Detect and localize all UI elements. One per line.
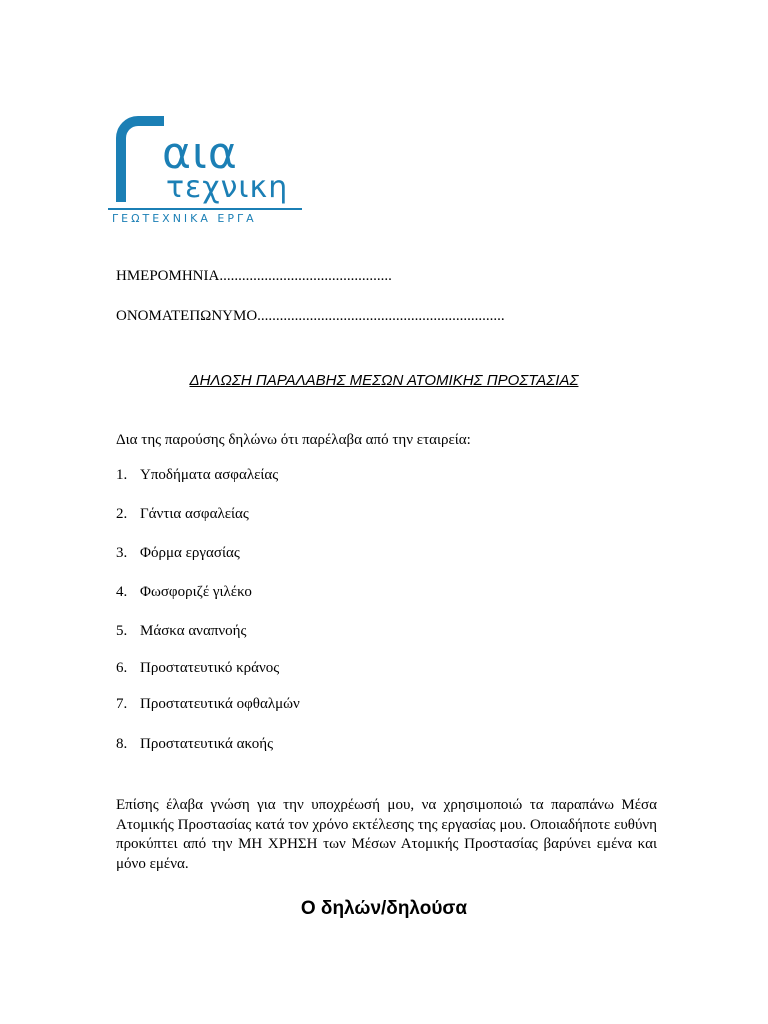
list-item [116, 505, 249, 523]
list-item-number: 2. [116, 506, 128, 522]
list-item [116, 659, 279, 677]
list-item-number: 7. [116, 696, 128, 712]
list-item [116, 466, 278, 484]
intro-text: Δια της παρούσης δηλώνω ότι παρέλαβα από την εταιρεία: [116, 432, 471, 448]
acknowledgement-paragraph: Επίσης έλαβα γνώση για την υποχρέωσή μου, να χρησιμοποιώ τα παραπάνω Μέσα Ατομικής Προστασίας κατά τον χρόνο εκτέλεσης της εργασίας μου. Οποιαδήποτε ευθύνη προκύπτει από την ΜΗ ΧΡΗΣΗ των Μέσων Ατομικής Προστασίας βαρύνει εμένα και μόνο εμένα. [116, 797, 657, 872]
list-item [116, 544, 240, 562]
list-item-text: Γάντια ασφαλείας [140, 506, 249, 522]
list-item-text: Προστατευτικά ακοής [140, 736, 274, 752]
signature-label: Ο δηλών/δηλούσα [300, 898, 468, 919]
company-logo [108, 112, 308, 230]
list-item-number: 1. [116, 467, 128, 483]
list-item-text: Φωσφοριζέ γιλέκο [140, 584, 252, 600]
logo-word-bottom: τεχνικη [166, 170, 289, 205]
list-item-number: 6. [116, 660, 128, 676]
list-item-text: Φόρμα εργασίας [140, 545, 240, 561]
list-item [116, 622, 246, 640]
list-item-text: Προστατευτικά οφθαλμών [140, 696, 300, 712]
list-item-text: Υποδήματα ασφαλείας [140, 467, 279, 483]
list-item [116, 695, 300, 713]
date-field: ΗΜΕΡΟΜΗΝΙΑ.............................................. [116, 268, 392, 284]
list-item-number: 8. [116, 736, 128, 752]
document-title: ΔΗΛΩΣΗ ΠΑΡΑΛΑΒΗΣ ΜΕΣΩΝ ΑΤΟΜΙΚΗΣ ΠΡΟΣΤΑΣΙΑΣ [189, 372, 579, 389]
list-item [116, 583, 252, 601]
list-item [116, 735, 273, 753]
list-item-number: 4. [116, 584, 128, 600]
list-item-number: 5. [116, 623, 128, 639]
list-item-text: Μάσκα αναπνοής [140, 623, 247, 639]
logo-divider [108, 208, 302, 210]
list-item-text: Προστατευτικό κράνος [140, 660, 280, 676]
name-field: ΟΝΟΜΑΤΕΠΩΝΥΜΟ.................................................................. [116, 308, 505, 324]
logo-tagline: ΓΕΩΤΕΧΝΙΚΑ ΕΡΓΑ [112, 212, 257, 225]
list-item-number: 3. [116, 545, 128, 561]
logo-mark-icon [116, 116, 154, 202]
logo-word-top: αια [162, 128, 238, 179]
